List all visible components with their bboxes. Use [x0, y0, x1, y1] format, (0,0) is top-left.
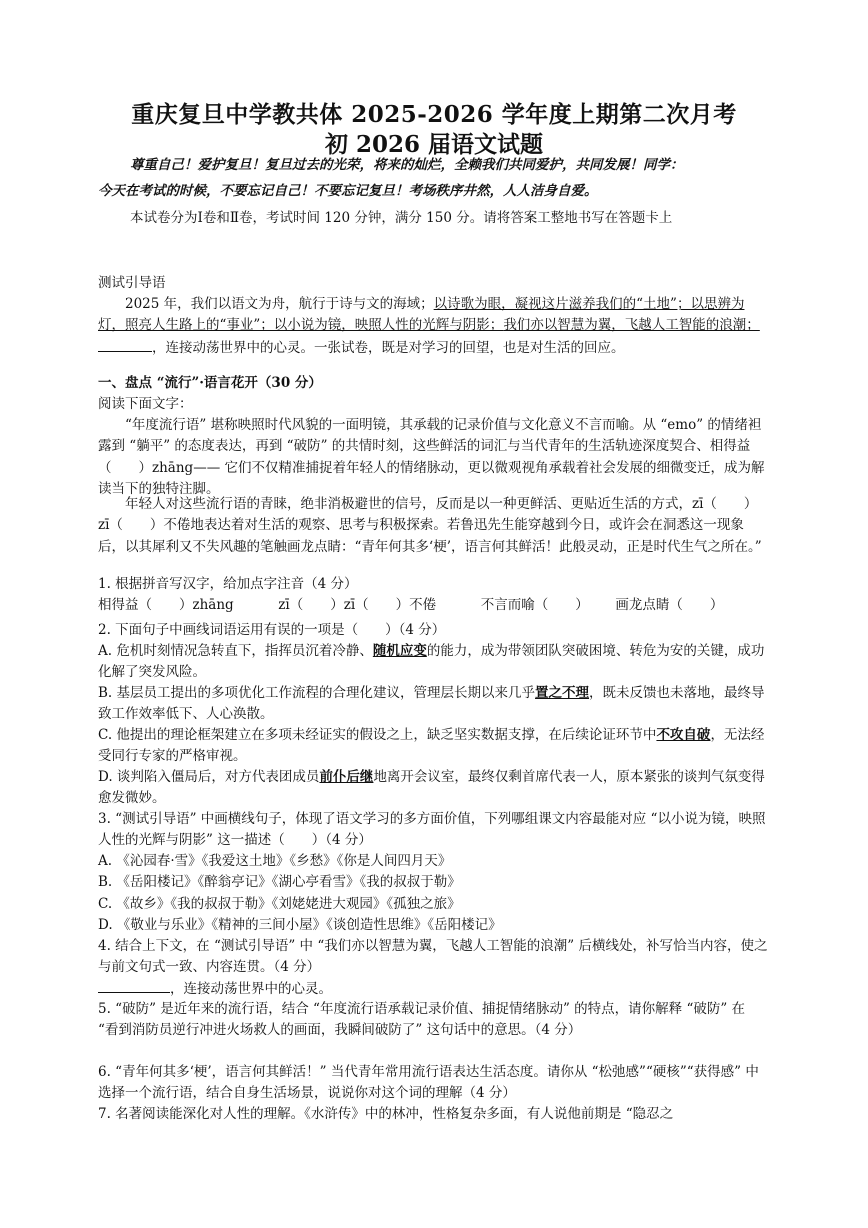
q2-stem: 2. 下面句子中画线词语运用有误的一项是（ ）（4 分） [98, 622, 446, 638]
q2-b-key: 置之不理 [535, 685, 590, 701]
q6-stem: 6. “青年何其多‘梗’，语言何其鲜活！” 当代青年常用流行语表达生活态度。请你从 “松弛感”“硬核”“获得感” 中选择一个流行语，结合自身生活场景，说说你对这个词的理解（4 分） [98, 1064, 759, 1102]
school-motto-line2: 今天在考试的时候，不要忘记自己！不要忘记复旦！考场秩序井然，人人洁身自爱。 [98, 183, 598, 199]
school-motto-line1: 尊重自己！爱护复旦！复旦过去的光荣，将来的灿烂，全赖我们共同爱护，共同发展！同学： [130, 157, 684, 173]
q1-item-2: zī（ ）zī（ ）不倦 [278, 597, 437, 613]
q2-d-pre: D. 谈判陷入僵局后，对方代表团成员 [98, 769, 320, 785]
q2-c-key: 不攻自破 [656, 727, 711, 743]
q2-a-post: 的能力，成为带领团队突破困境、转危为安的关键，成功化解了突发风险。 [98, 643, 765, 681]
exam-title-line1: 重庆复旦中学教共体 2025-2026 学年度上期第二次月考 [131, 101, 737, 128]
q1-item-4: 画龙点睛（ ） [615, 597, 724, 613]
intro-underlined-sentences: 以诗歌为眼，凝视这片滋养我们的“土地”；以思辨为灯，照亮人生路上的“事业”；以小说为镜，映照人性的光辉与阴影； [98, 296, 745, 334]
passage-paragraph-1: “年度流行语” 堪称映照时代风貌的一面明镜，其承载的记录价值与文化意义不言而喻。从 “emo” 的情绪袒露到 “躺平” 的态度表达，再到 “破防” 的共情时刻，这些鲜活的词汇与当代青年的生活轨迹深度契合、相得益（ ）zhāng—— 它们不仅精准捕捉着年轻人的情绪脉动，更以微观视角承载着社会发展的细微变迁，成为解读当下的独特注脚。 [98, 417, 765, 497]
q1-item-1: 相得益（ ）zhāng [98, 597, 234, 613]
q1-item-3: 不言而喻（ ） [480, 597, 589, 613]
exam-title-line2: 初 2026 届语文试题 [324, 131, 544, 158]
q2-b-pre: B. 基层员工提出的多项优化工作流程的合理化建议，管理层长期以来几乎 [98, 685, 536, 701]
q2-option-c [98, 725, 768, 768]
q2-c-post: ，无法经受同行专家的严格审视。 [98, 727, 765, 765]
q5-stem: 5. “破防” 是近年来的流行语，结合 “年度流行语承载记录价值、捕捉情绪脉动” 的特点，请你解释 “破防” 在 “看到消防员逆行冲进火场救人的画面，我瞬间破防了” 这句话中的意思。（4 分） [98, 1001, 746, 1039]
q4-tail: ，连接动荡世界中的心灵。 [170, 981, 332, 997]
exam-notice: 本试卷分为Ⅰ卷和Ⅱ卷，考试时间 120 分钟，满分 150 分。请将答案工整地书写在答题卡上 [130, 210, 673, 226]
intro-heading: 测试引导语 [98, 275, 166, 291]
q1-items [98, 595, 768, 616]
passage-paragraph-2: 年轻人对这些流行语的青睐，绝非消极避世的信号，反而是以一种更鲜活、更贴近生活的方式，zī（ ）zī（ ）不倦地表达着对生活的观察、思考与积极探索。若鲁迅先生能穿越到今日，或许会在洞悉这一现象后，以其犀利又不失风趣的笔触画龙点睛：“青年何其多‘梗’，语言何其鲜活！此般灵动，正是时代生气之所在。” [98, 496, 762, 555]
q1-stem: 1. 根据拼音写汉字，给加点字注音（4 分） [98, 576, 358, 592]
q2-option-b [98, 683, 768, 726]
intro-text-a: 2025 年，我们以语文为舟，航行于诗与文的海域； [125, 296, 434, 312]
intro-paragraph [98, 294, 768, 359]
q3-option-a: A. 《沁园春·雪》《我爱这土地》《乡愁》《你是人间四月天》 [98, 853, 452, 869]
q3-option-b: B. 《岳阳楼记》《醉翁亭记》《湖心亭看雪》《我的叔叔于勒》 [98, 874, 461, 891]
q2-d-key: 前仆后继 [319, 769, 374, 785]
q2-option-a [98, 641, 768, 684]
q3-option-d: D. 《敬业与乐业》《精神的三间小屋》《谈创造性思维》《岳阳楼记》 [98, 916, 502, 933]
q4-stem: 4. 结合上下文，在 “测试引导语” 中 “我们亦以智慧为翼，飞越人工智能的浪潮” 后横线处，补写恰当内容，使之与前文句式一致、内容连贯。（4 分） [98, 938, 768, 976]
q2-b-post: ，既未反馈也未落地，最终导致工作效率低下、人心涣散。 [98, 685, 765, 723]
q2-a-key: 随机应变 [372, 643, 427, 659]
q4-answer-line [98, 978, 768, 1000]
intro-text-c: ，连接动荡世界中的心灵。一张试卷，既是对学习的回望，也是对生活的回应。 [152, 339, 625, 356]
section1-heading: 一、盘点 “流行”·语言花开（30 分） [98, 375, 322, 391]
intro-text-b: 我们亦以智慧为翼，飞越人工智能的浪潮； [503, 317, 760, 334]
q2-option-d [98, 767, 768, 810]
q2-c-pre: C. 他提出的理论框架建立在多项未经证实的假设之上，缺乏坚实数据支撑，在后续论证环节中 [98, 727, 657, 743]
q2-d-post: 地离开会议室，最终仅剩首席代表一人，原本紧张的谈判气氛变得愈发微妙。 [98, 769, 765, 807]
read-label: 阅读下面文字： [98, 396, 193, 412]
q3-stem: 3. “测试引导语” 中画横线句子，体现了语文学习的多方面价值，下列哪组课文内容最能对应 “以小说为镜，映照人性的光辉与阴影” 这一描述（ ）（4 分） [98, 811, 766, 849]
q4-fill-blank [98, 978, 170, 993]
q3-option-c: C. 《故乡》《我的叔叔于勒》《刘姥姥进大观园》《孤独之旅》 [98, 895, 461, 912]
q7-stem: 7. 名著阅读能深化对人性的理解。《水浒传》中的林冲，性格复杂多面，有人说他前期是 “隐忍之 [98, 1106, 674, 1122]
q2-a-pre: A. 危机时刻情况急转直下，指挥员沉着冷静、 [98, 643, 373, 659]
intro-fill-blank [98, 337, 152, 352]
q3-options [98, 851, 768, 936]
